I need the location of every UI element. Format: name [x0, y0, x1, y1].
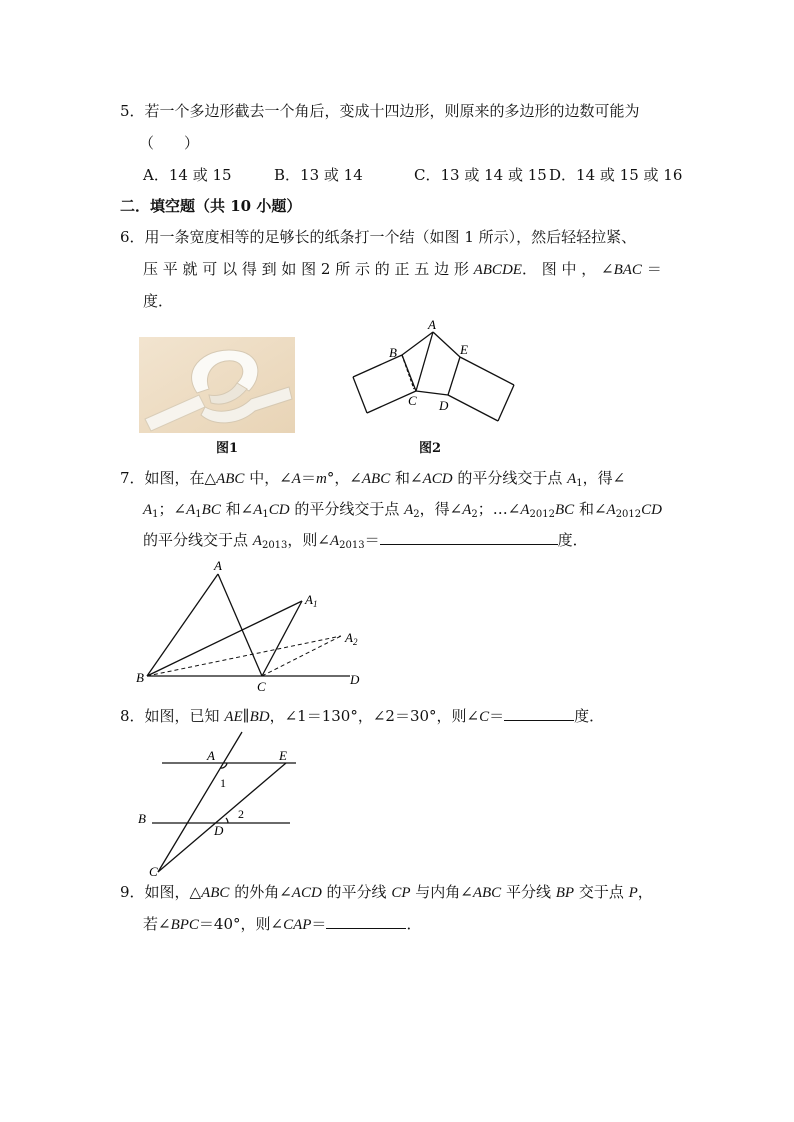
- label-a1: $A_1$: [305, 592, 318, 609]
- text: A: [291, 471, 301, 487]
- question-7-triangle-diagram: [132, 558, 372, 694]
- text: C: [479, 709, 490, 725]
- text: ，则∠: [287, 531, 330, 549]
- text: 若∠: [143, 915, 171, 933]
- question-number: 7．: [120, 469, 145, 487]
- text: ＝: [489, 707, 505, 725]
- label-a2: $A_2$: [345, 630, 358, 647]
- question-5-stem: [120, 101, 640, 121]
- text: ＝: [311, 915, 327, 933]
- text: 交于点: [574, 883, 629, 901]
- text: 与内角∠: [410, 883, 473, 901]
- text: AE: [224, 709, 243, 725]
- text: 如图，△: [144, 883, 202, 901]
- text: CAP: [283, 917, 312, 933]
- text: ABC: [472, 885, 502, 901]
- text: BC: [555, 502, 575, 518]
- text: 度．: [574, 707, 605, 725]
- label-c: C: [149, 864, 158, 878]
- figure-2-caption: 图2: [419, 441, 442, 456]
- question-6-line-1: [120, 227, 636, 247]
- text: °，∠: [326, 469, 362, 487]
- subscript: 2013: [339, 540, 365, 551]
- text: A: [186, 502, 196, 518]
- subscript: 1: [576, 478, 583, 489]
- text: 如图，已知: [144, 707, 225, 725]
- text: A: [253, 502, 263, 518]
- question-7-line-2: [143, 499, 662, 520]
- question-8-line: [120, 706, 604, 727]
- label-c: C: [257, 679, 266, 694]
- text: ∥: [242, 707, 250, 725]
- subscript: 2012: [615, 509, 642, 520]
- text: A: [567, 471, 577, 487]
- subscript: 1: [262, 509, 269, 520]
- text: 压 平 就 可 以 得 到 如 图 2 所 示 的 正 五 边 形: [143, 260, 474, 278]
- text: ．: [406, 915, 422, 933]
- label-angle-2: 2: [238, 807, 244, 821]
- label-a: A: [428, 317, 436, 332]
- text: 和∠: [574, 500, 607, 518]
- text: ＝: [364, 531, 380, 549]
- subscript: 1: [195, 509, 202, 520]
- label-angle-1: 1: [220, 776, 226, 790]
- question-6-line-3: 度．: [143, 292, 174, 310]
- text: ABCDE: [473, 262, 522, 278]
- text: A: [404, 502, 414, 518]
- label-c: C: [408, 393, 417, 408]
- text: ＝40°，则∠: [198, 915, 284, 933]
- text: ． 图 中 ， ∠: [521, 260, 614, 278]
- text: 的平分线: [321, 883, 392, 901]
- text: ABC: [216, 471, 245, 487]
- question-7-line-1: [120, 468, 625, 489]
- figure-1-paper-knot-photo: [139, 337, 295, 433]
- label-e: E: [279, 748, 287, 763]
- text: ，得∠: [582, 469, 626, 487]
- text: A: [606, 502, 616, 518]
- text: 中，∠: [244, 469, 292, 487]
- text: A: [143, 502, 153, 518]
- text: ，得∠: [419, 500, 463, 518]
- text: ABC: [361, 471, 391, 487]
- text: P: [628, 885, 638, 901]
- label-d: D: [214, 823, 224, 838]
- text: CD: [268, 502, 290, 518]
- text: CP: [391, 885, 411, 901]
- text: ACD: [291, 885, 322, 901]
- text: 的平分线交于点: [452, 469, 568, 487]
- question-6-line-2: [143, 259, 662, 280]
- question-7-line-3: [143, 530, 588, 551]
- question-text: 用一条宽度相等的足够长的纸条打一个结（如图 1 所示），然后轻轻拉紧、: [144, 228, 637, 246]
- question-8-parallel-lines-diagram: [134, 730, 304, 878]
- subscript: 2012: [529, 509, 555, 520]
- option-b: B．13 或 14: [274, 166, 363, 184]
- label-a: A: [214, 558, 222, 573]
- question-number: 5．: [120, 102, 145, 120]
- text: BD: [249, 709, 270, 725]
- label-e: E: [460, 342, 468, 357]
- text: BPC: [170, 917, 199, 933]
- subscript: 1: [152, 509, 159, 520]
- text: ；∠: [158, 500, 187, 518]
- label-d: D: [350, 672, 360, 687]
- question-number: 8．: [120, 707, 145, 725]
- answer-parenthesis: （ ）: [139, 134, 200, 152]
- text: 和∠: [220, 500, 254, 518]
- text: A: [329, 533, 340, 549]
- text: 的外角∠: [229, 883, 292, 901]
- text: BC: [201, 502, 221, 518]
- text: BAC: [613, 262, 642, 278]
- text: ACD: [422, 471, 453, 487]
- text: ，: [637, 883, 653, 901]
- question-text: 若一个多边形截去一个角后，变成十四边形，则原来的多边形的边数可能为: [144, 102, 640, 120]
- subscript: 2013: [261, 540, 288, 551]
- figure-2-pentagon-diagram: [345, 315, 520, 425]
- option-a: A．14 或 15: [143, 166, 232, 184]
- question-9-line-2: [143, 914, 421, 935]
- label-b: B: [138, 811, 146, 826]
- label-b: B: [136, 670, 144, 685]
- option-c: C．13 或 14 或 15: [414, 166, 547, 184]
- answer-blank[interactable]: [326, 914, 406, 929]
- text: A: [520, 502, 530, 518]
- text: A: [462, 502, 472, 518]
- text: ABC: [201, 885, 230, 901]
- text: ＝: [641, 260, 662, 278]
- answer-blank[interactable]: [380, 530, 558, 545]
- text: ；…∠: [477, 500, 521, 518]
- text: A: [252, 533, 262, 549]
- text: 的平分线交于点: [289, 500, 405, 518]
- label-d: D: [439, 398, 449, 413]
- text: m: [315, 471, 327, 487]
- question-9-line-1: [120, 882, 653, 903]
- subscript: 2: [471, 509, 478, 520]
- text: ＝: [300, 469, 316, 487]
- question-number: 9．: [120, 883, 145, 901]
- text: 的平分线交于点: [143, 531, 253, 549]
- section-title: 二．填空题（共 10 小题）: [120, 197, 302, 215]
- text: 度．: [557, 531, 588, 549]
- question-number: 6．: [120, 228, 145, 246]
- text: ，∠1＝130°，∠2＝30°，则∠: [269, 707, 480, 725]
- text: BP: [555, 885, 575, 901]
- figure-1-caption: 图1: [216, 441, 239, 456]
- answer-blank[interactable]: [504, 706, 574, 721]
- text: 和∠: [390, 469, 423, 487]
- text: 平分线: [501, 883, 556, 901]
- text: 如图，在△: [144, 469, 217, 487]
- label-b: B: [389, 345, 397, 360]
- option-d: D．14 或 15 或 16: [549, 166, 683, 184]
- text: CD: [641, 502, 662, 518]
- label-a: A: [207, 748, 215, 763]
- subscript: 2: [413, 509, 420, 520]
